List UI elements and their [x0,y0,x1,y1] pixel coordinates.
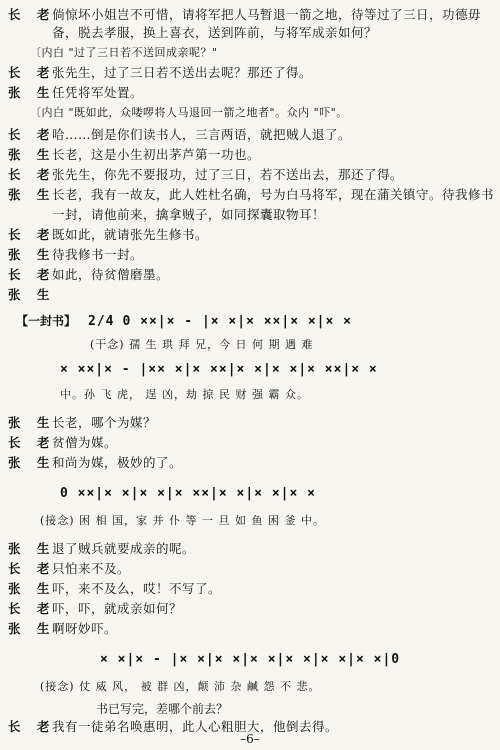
speaker-label: 张 生 [8,455,56,470]
speaker-label: 长 老 [8,167,56,182]
rhythm-notation-row [16,312,492,329]
dialogue-line [8,246,492,264]
lyric-row: (接念) 仗 威 风， 被 群 凶，颠 沛 杂 鹹 怨 不 悲。 [40,680,321,693]
rhythm-notation-row [100,652,492,667]
speaker-label: 张 生 [8,415,56,430]
dialogue-text: 待我修书一封。 [52,247,144,262]
rhythm-marks: × ×|× - |× ×|× ×|× ×|× ×|× ×|× ×|0 [100,652,401,667]
speaker-label: 长 老 [8,719,56,734]
dialogue-text: 吓，吓，就成亲如何？ [52,601,183,616]
speaker-label: 长 老 [8,127,56,142]
dialogue-line [8,6,492,24]
speaker-label: 长 老 [8,267,56,282]
rhythm-notation-row [60,486,492,501]
dialogue-line [8,540,492,558]
dialogue-line [8,166,492,184]
stage-direction [8,44,492,62]
dialogue-text: 既如此，就请张先生修书。 [52,227,209,242]
dialogue-text: 和尚为媒，极妙的了。 [52,455,183,470]
stage-direction-text: 〔内白 "既如此，众喽啰将人马退回一箭之地者"。众内 "吓"。 [30,106,348,119]
speaker-label: 张 生 [8,147,56,162]
speaker-label: 长 老 [8,65,56,80]
dialogue-text: 张先生，过了三日若不送出去呢？那还了得。 [52,65,313,80]
lyric-row: (干念) 孺 生 珙 拜 兄，今 日 何 期 遇 难 [90,338,314,351]
dialogue-text: 啊呀妙吓。 [52,621,118,636]
rhythm-marks: × ××|× - |×× ×|× ××|× ×|× ×|× ××|× × [60,362,378,377]
speaker-label: 长 老 [8,435,56,450]
stage-direction [8,104,492,122]
dialogue-line [8,206,492,224]
speaker-label: 张 生 [8,541,56,556]
lyric-row: (接念) 困 相 国，家 并 仆 等 一 旦 如 鱼 困 釜 中。 [40,514,326,527]
dialogue-text: 长老，我有一故友，此人姓杜名确，号为白马将军，现在蒲关镇守。待我修书 [52,187,495,202]
dialogue-text: 备，脱去孝服，换上喜衣，送到阵前，与将军成亲如何？ [52,25,378,40]
dialogue-line [8,560,492,578]
lyric-row: 中。孙 飞 虎， 逞 凶，劫 掠 民 财 强 霸 众。 [60,388,309,401]
dialogue-text: 一封，请他前来，擒拿贼子，如同探囊取物耳！ [52,207,326,222]
rhythm-marks: 0 ××|× ×|× ×|× ××|× ×|× ×|× × [60,486,316,501]
dialogue-line [8,226,492,244]
dialogue-line [8,600,492,618]
speaker-label: 长 老 [8,227,56,242]
dialogue-text: 张先生，你先不要报功，过了三日，若不送出去，那还了得。 [52,167,404,182]
speaker-label: 张 生 [8,581,56,596]
rhythm-marks: 0 ××|× - |× ×|× ××|× ×|× × [122,314,352,329]
speaker-label: 张 生 [8,187,56,202]
speaker-label: 张 生 [8,621,56,636]
dialogue-text: 退了贼兵就要成亲的呢。 [52,541,196,556]
dialogue-text: 长老，哪个为媒？ [52,415,157,430]
dialogue-text: 任凭将军处置。 [52,85,144,100]
tune-title: 【一封书】 [16,314,77,328]
speaker-label: 长 老 [8,561,56,576]
dialogue-text: 吓，来不及么，哎！不写了。 [52,581,222,596]
dialogue-text: 只怕来不及。 [52,561,131,576]
dialogue-line [8,266,492,284]
dialogue-text: 如此，待贫僧磨墨。 [52,267,170,282]
dialogue-text: 长老，这是小生初出茅芦第一功也。 [52,147,261,162]
sung-note-line: 书已写完，差哪个前去？ [96,702,229,716]
rhythm-notation-row [60,362,492,377]
dialogue-line [8,620,492,638]
dialogue-line [8,126,492,144]
stage-direction-text: 〔内白 "过了三日若不送回成亲呢？" [30,46,218,59]
dialogue-line [8,146,492,164]
dialogue-line [8,84,492,102]
dialogue-line [8,24,492,42]
dialogue-line [8,434,492,452]
dialogue-line [8,286,492,304]
speaker-label: 张 生 [8,287,56,302]
meter: 2/4 [88,314,115,329]
dialogue-line [8,64,492,82]
page-number: –6– [240,732,260,746]
speaker-label: 张 生 [8,247,56,262]
speaker-label: 长 老 [8,601,56,616]
dialogue-line [8,580,492,598]
dialogue-text: 倘惊坏小姐岂不可惜，请将军把人马暂退一箭之地，待等过了三日，功德毋 [52,7,482,22]
dialogue-line [8,186,495,204]
dialogue-text: 我有一徒弟名唤惠明，此人心粗胆大，他倒去得。 [52,719,339,734]
speaker-label: 张 生 [8,85,56,100]
dialogue-line [8,414,492,432]
speaker-label: 长 老 [8,7,56,22]
dialogue-line [8,454,492,472]
dialogue-text: 哈……倒是你们读书人，三言两语，就把贼人退了。 [52,127,352,142]
dialogue-text: 贫僧为媒。 [52,435,118,450]
